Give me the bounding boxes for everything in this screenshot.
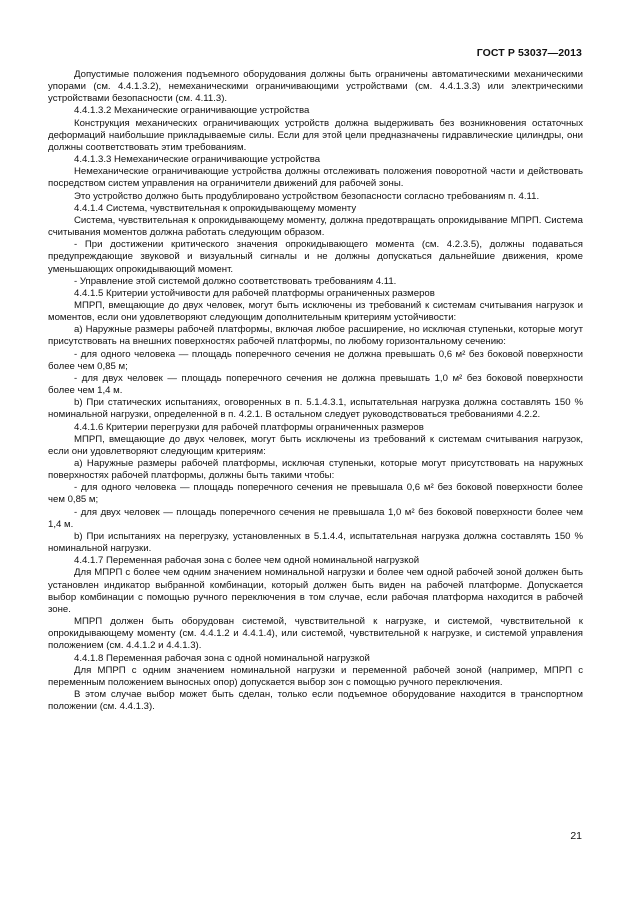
section-heading: 4.4.1.7 Переменная рабочая зона с более чем одной номинальной нагрузкой <box>74 555 420 567</box>
list-item: a) Наружные размеры рабочей платформы, включая любое расширение, но исключая ступеньки, которые могут присутствовать на внешних поверхностях рабочей платформы, по любому горизонтальному сечению: <box>48 324 583 348</box>
paragraph: В этом случае выбор может быть сделан, только если подъемное оборудование находится в транспортном положении (см. 4.4.1.3). <box>48 688 583 713</box>
section-heading: 4.4.1.4 Система, чувствительная к опрокидывающему моменту <box>74 202 357 214</box>
paragraph: МПРП должен быть оборудован системой, чувствительной к нагрузке, и системой, чувствительной к опрокидывающему моменту (см. 4.4.1.2 и 4.4.1.4), или системой, чувствительной к нагрузке, и системой управления положением (см. 4.4.1.2 и 4.4.1.3). <box>48 616 583 652</box>
section-heading: 4.4.1.3.3 Немеханические ограничивающие устройства <box>74 154 321 166</box>
paragraph: Конструкция механических ограничивающих устройств должна выдерживать без возникновения остаточных деформаций наибольшие прикладываемые силы. Если для этой цели предназначены гидравлические цилиндры, они должны соответствовать этим требованиям. <box>48 117 583 153</box>
list-item: - для одного человека — площадь поперечного сечения не должна превышать 0,6 м² без боковой поверхности более чем 0,85 м; <box>48 348 583 372</box>
paragraph: МПРП, вмещающие до двух человек, могут быть исключены из требований к системам считывания нагрузок, если они удовлетворяют следующим критериям: <box>48 433 583 457</box>
page-number: 21 <box>570 830 582 842</box>
paragraph: Немеханические ограничивающие устройства должны отслеживать положения поворотной части и действовать посредством систем управления на ограничители движений для рабочей зоны. <box>48 166 583 190</box>
paragraph: Для МПРП с более чем одним значением номинальной нагрузки и более чем одной рабочей зоной должен быть установлен индикатор выбранной комбинации, который должен быть виден на рабочей платформе. Допускается выбор комбинации с помощью ручного переключения в том случае, если рабочая платформа находится в рабочей зоне. <box>48 567 583 615</box>
list-item: - для двух человек — площадь поперечного сечения не должна превышать 1,0 м² без боковой поверхности более чем 1,4 м. <box>48 372 583 397</box>
page-body <box>48 69 583 713</box>
list-item: - При достижении критического значения опрокидывающего момента (см. 4.2.3.5), должны подаваться предупреждающие звуковой и визуальный сигналы и не должны допускаться дальнейшие движения, кроме уменьшающих опрокидывающий момент. <box>48 239 583 275</box>
paragraph: Система, чувствительная к опрокидывающему моменту, должна предотвращать опрокидывание МПРП. Система считывания моментов должна работать следующим образом. <box>48 214 583 239</box>
section-heading: 4.4.1.5 Критерии устойчивости для рабочей платформы ограниченных размеров <box>74 287 435 299</box>
paragraph: Допустимые положения подъемного оборудования должны быть ограничены автоматическими механическими упорами (см. 4.4.1.3.2), немеханическими ограничивающими устройствами (см. 4.4.1.3.3) или электрическими устройствами безопасности (см. 4.11.3). <box>48 69 583 105</box>
list-item: - для двух человек — площадь поперечного сечения не превышала 1,0 м² без боковой поверхности более чем 1,4 м. <box>48 506 583 530</box>
section-heading: 4.4.1.6 Критерии перегрузки для рабочей платформы ограниченных размеров <box>74 421 424 433</box>
list-item: - Управление этой системой должно соответствовать требованиям 4.11. <box>74 275 397 287</box>
section-heading: 4.4.1.8 Переменная рабочая зона с одной номинальной нагрузкой <box>74 652 370 664</box>
list-item: a) Наружные размеры рабочей платформы, исключая ступеньки, которые могут присутствовать на наружных поверхностях рабочей платформы, должны быть такими чтобы: <box>48 458 583 482</box>
list-item: b) При статических испытаниях, оговоренных в п. 5.1.4.3.1, испытательная нагрузка должна составлять 150 % номинальной нагрузки, определенной в п. 4.2.1. В остальном следует руководствоваться требованиями 4.2.2. <box>48 397 583 421</box>
section-heading: 4.4.1.3.2 Механические ограничивающие устройства <box>74 105 310 117</box>
list-item: b) При испытаниях на перегрузку, установленных в 5.1.4.4, испытательная нагрузка должна составлять 150 % номинальной нагрузки. <box>48 530 583 555</box>
paragraph: Для МПРП с одним значением номинальной нагрузки и переменной рабочей зоной (например, МПРП с переменным положением выносных опор) допускается выбор зон с помощью ручного переключения. <box>48 664 583 688</box>
paragraph: МПРП, вмещающие до двух человек, могут быть исключены из требований к системам считывания нагрузок и моментов, если они удовлетворяют следующим дополнительным критериям устойчивости: <box>48 299 583 324</box>
paragraph: Это устройство должно быть продублировано устройством безопасности согласно требованиям п. 4.11. <box>74 190 540 202</box>
list-item: - для одного человека — площадь поперечного сечения не превышала 0,6 м² без боковой поверхности более чем 0,85 м; <box>48 482 583 506</box>
document-id: ГОСТ Р 53037—2013 <box>476 47 582 59</box>
